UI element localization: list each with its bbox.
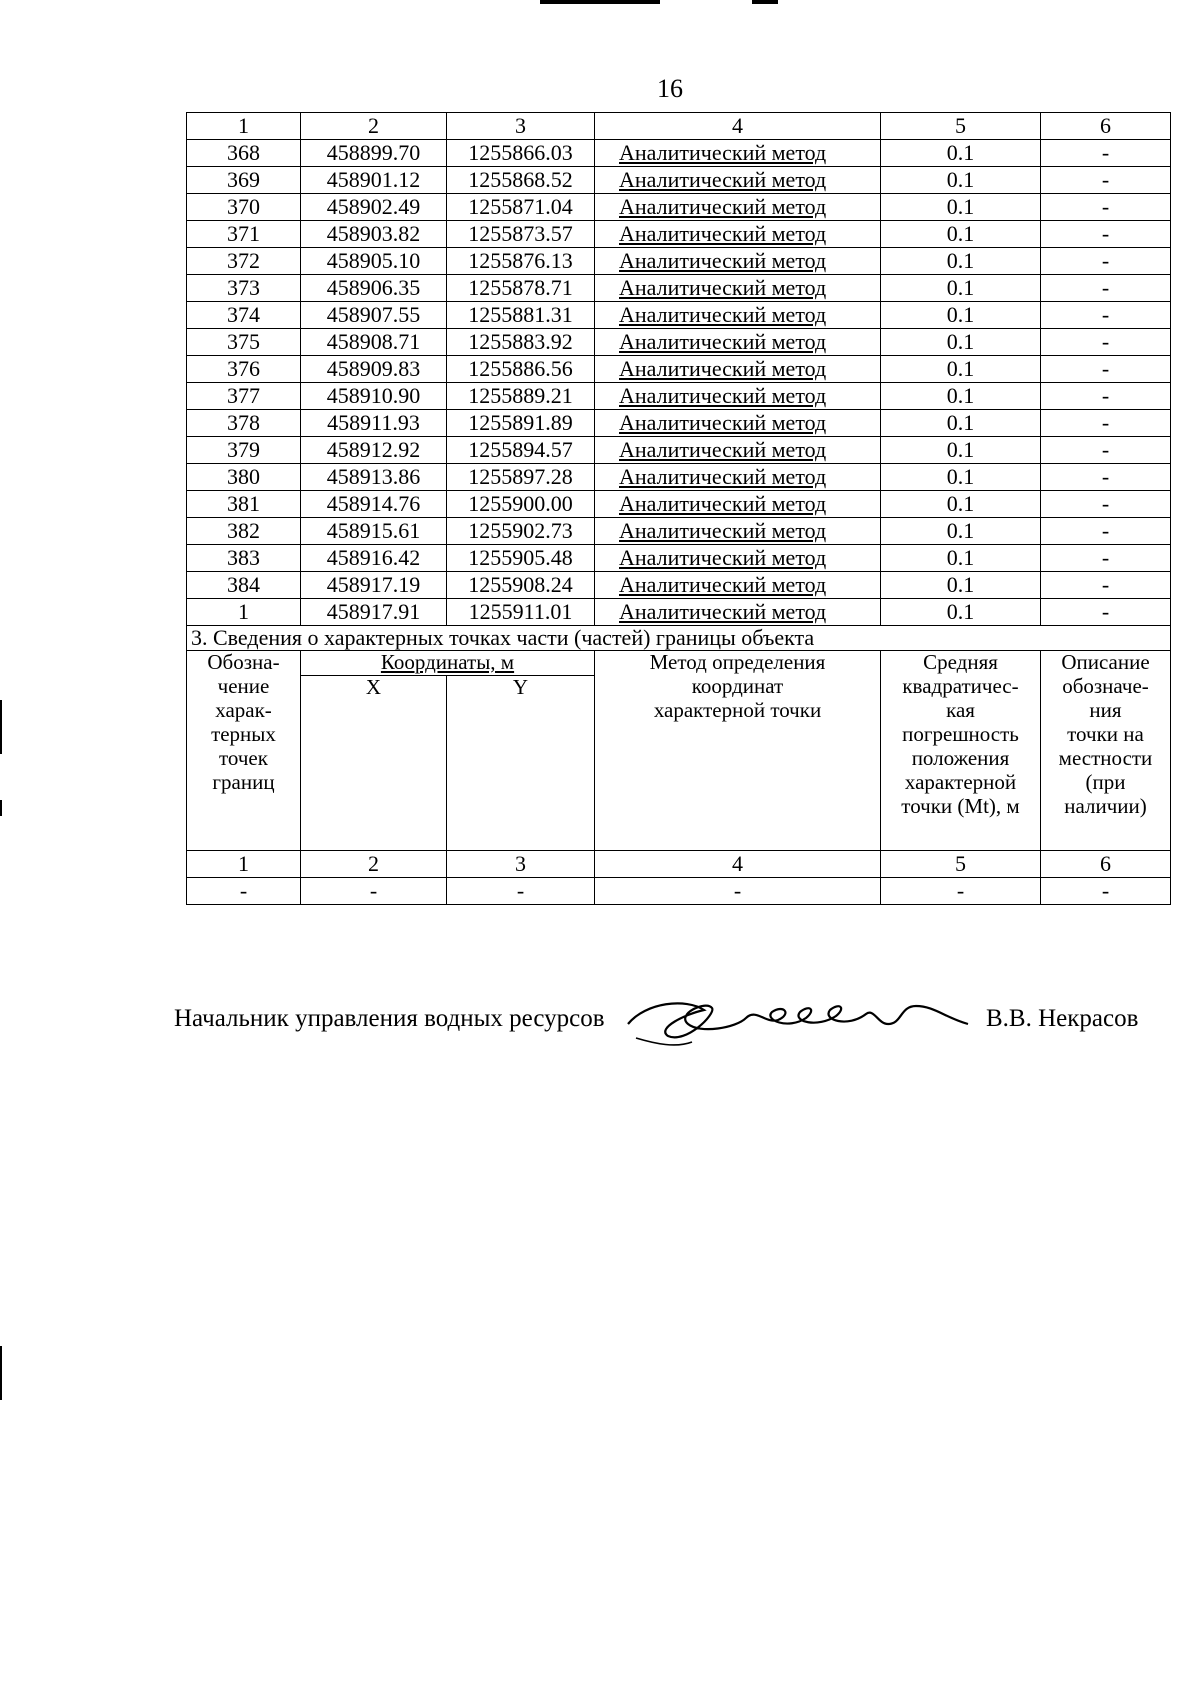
header-line: характерной точки: [653, 697, 822, 722]
point-number: 377: [187, 383, 301, 410]
header-line: погрешность: [902, 721, 1019, 746]
method: Аналитический метод: [595, 383, 881, 410]
header-line: чение: [217, 673, 270, 698]
method: Аналитический метод: [595, 275, 881, 302]
method: Аналитический метод: [595, 410, 881, 437]
method: Аналитический метод: [595, 140, 881, 167]
header-line: Описание: [1061, 650, 1150, 674]
description: -: [1041, 167, 1171, 194]
header-line: (при: [1085, 769, 1126, 794]
table-row: [187, 248, 1171, 275]
error-value: 0.1: [881, 599, 1041, 626]
column-number: 5: [881, 113, 1041, 140]
description: -: [1041, 572, 1171, 599]
error-value: 0.1: [881, 383, 1041, 410]
column-number: 2: [301, 850, 447, 877]
table-row: [187, 194, 1171, 221]
empty-cell: -: [881, 877, 1041, 904]
method: Аналитический метод: [595, 437, 881, 464]
table-row: [187, 599, 1171, 626]
header-line: квадратичес-: [902, 673, 1019, 698]
coord-x: 458899.70: [301, 140, 447, 167]
header-coordinates-label: Координаты, м: [380, 650, 515, 674]
header-x: X: [301, 675, 447, 850]
section-column-number-row: [187, 850, 1171, 877]
error-value: 0.1: [881, 356, 1041, 383]
table-row: [187, 329, 1171, 356]
method: Аналитический метод: [595, 356, 881, 383]
error-value: 0.1: [881, 302, 1041, 329]
header-line: точки на: [1067, 721, 1144, 746]
coord-x: 458911.93: [301, 410, 447, 437]
method: Аналитический метод: [595, 302, 881, 329]
error-value: 0.1: [881, 329, 1041, 356]
error-value: 0.1: [881, 221, 1041, 248]
empty-cell: -: [301, 877, 447, 904]
coord-x: 458901.12: [301, 167, 447, 194]
header-line: координат: [691, 673, 784, 698]
description: -: [1041, 140, 1171, 167]
description: -: [1041, 248, 1171, 275]
table-row: [187, 221, 1171, 248]
description: -: [1041, 599, 1171, 626]
description: -: [1041, 221, 1171, 248]
point-number: 368: [187, 140, 301, 167]
coord-y: 1255871.04: [447, 194, 595, 221]
table-row: [187, 518, 1171, 545]
empty-cell: -: [1041, 877, 1171, 904]
page-number: 16: [657, 74, 683, 103]
table-row: [187, 491, 1171, 518]
table-row: [187, 275, 1171, 302]
column-number: 4: [595, 850, 881, 877]
point-number: 373: [187, 275, 301, 302]
coord-x: 458902.49: [301, 194, 447, 221]
coord-x: 458916.42: [301, 545, 447, 572]
description: -: [1041, 545, 1171, 572]
header-line: характерной: [904, 769, 1017, 794]
coord-x: 458908.71: [301, 329, 447, 356]
table-row: [187, 437, 1171, 464]
header-line: границ: [212, 769, 275, 794]
table-row: [187, 464, 1171, 491]
point-number: 378: [187, 410, 301, 437]
scan-mark-left-edge: [0, 800, 2, 816]
description: -: [1041, 437, 1171, 464]
error-value: 0.1: [881, 491, 1041, 518]
method: Аналитический метод: [595, 194, 881, 221]
coord-x: 458905.10: [301, 248, 447, 275]
section-header-row: [187, 651, 1171, 676]
header-line: наличии): [1064, 793, 1147, 818]
point-number: 382: [187, 518, 301, 545]
header-line: харак-: [215, 697, 272, 722]
point-number: 383: [187, 545, 301, 572]
signer-name: В.В. Некрасов: [986, 1005, 1139, 1032]
description: -: [1041, 275, 1171, 302]
point-number: 379: [187, 437, 301, 464]
handwritten-signature: [616, 984, 976, 1054]
error-value: 0.1: [881, 545, 1041, 572]
method: Аналитический метод: [595, 599, 881, 626]
coord-y: 1255891.89: [447, 410, 595, 437]
header-line: терных: [211, 721, 276, 746]
coord-y: 1255878.71: [447, 275, 595, 302]
column-number: 4: [595, 113, 881, 140]
table-row: [187, 572, 1171, 599]
method: Аналитический метод: [595, 221, 881, 248]
point-number: 370: [187, 194, 301, 221]
description: -: [1041, 356, 1171, 383]
signer-position: Начальник управления водных ресурсов: [174, 1005, 605, 1032]
scan-mark-left-edge: [0, 700, 2, 754]
coord-y: 1255911.01: [447, 599, 595, 626]
header-method: [595, 651, 881, 851]
header-line: Обозна-: [207, 650, 280, 674]
header-y: Y: [447, 675, 595, 850]
point-number: 374: [187, 302, 301, 329]
description: -: [1041, 329, 1171, 356]
point-number: 369: [187, 167, 301, 194]
table-row: [187, 140, 1171, 167]
coord-y: 1255868.52: [447, 167, 595, 194]
error-value: 0.1: [881, 518, 1041, 545]
column-number: 3: [447, 113, 595, 140]
method: Аналитический метод: [595, 464, 881, 491]
description: -: [1041, 464, 1171, 491]
empty-cell: -: [447, 877, 595, 904]
coord-x: 458909.83: [301, 356, 447, 383]
coord-y: 1255902.73: [447, 518, 595, 545]
scan-mark-top-right: [752, 0, 778, 4]
error-value: 0.1: [881, 248, 1041, 275]
point-number: 380: [187, 464, 301, 491]
table-row: [187, 167, 1171, 194]
header-line: Средняя: [923, 650, 998, 674]
section-title-row: [187, 626, 1171, 651]
table-row: [187, 356, 1171, 383]
description: -: [1041, 302, 1171, 329]
description: -: [1041, 491, 1171, 518]
coord-x: 458917.91: [301, 599, 447, 626]
description: -: [1041, 518, 1171, 545]
coordinates-table: [186, 112, 1171, 905]
table-row: [187, 410, 1171, 437]
method: Аналитический метод: [595, 572, 881, 599]
coord-x: 458913.86: [301, 464, 447, 491]
coord-x: 458914.76: [301, 491, 447, 518]
header-coordinates: [301, 651, 595, 676]
point-number: 381: [187, 491, 301, 518]
header-line: Метод определения: [649, 650, 826, 674]
method: Аналитический метод: [595, 167, 881, 194]
header-line: местности: [1058, 745, 1153, 770]
coord-y: 1255889.21: [447, 383, 595, 410]
description: -: [1041, 194, 1171, 221]
coord-x: 458912.92: [301, 437, 447, 464]
error-value: 0.1: [881, 464, 1041, 491]
coord-x: 458915.61: [301, 518, 447, 545]
point-number: 371: [187, 221, 301, 248]
header-line: точки (Mt), м: [901, 793, 1020, 818]
error-value: 0.1: [881, 167, 1041, 194]
coord-y: 1255876.13: [447, 248, 595, 275]
section-3-title: 3. Сведения о характерных точках части (частей) границы объекта: [187, 626, 1171, 651]
error-value: 0.1: [881, 194, 1041, 221]
table-row: [187, 545, 1171, 572]
error-value: 0.1: [881, 572, 1041, 599]
description: -: [1041, 410, 1171, 437]
coord-y: 1255883.92: [447, 329, 595, 356]
column-number-row: [187, 113, 1171, 140]
coord-y: 1255894.57: [447, 437, 595, 464]
scan-mark-top-left: [540, 0, 660, 4]
column-number: 2: [301, 113, 447, 140]
coord-y: 1255886.56: [447, 356, 595, 383]
column-number: 6: [1041, 850, 1171, 877]
point-number: 375: [187, 329, 301, 356]
method: Аналитический метод: [595, 518, 881, 545]
coord-y: 1255881.31: [447, 302, 595, 329]
coord-x: 458917.19: [301, 572, 447, 599]
empty-cell: -: [187, 877, 301, 904]
column-number: 1: [187, 850, 301, 877]
column-number: 3: [447, 850, 595, 877]
header-designation: [187, 651, 301, 851]
coord-x: 458903.82: [301, 221, 447, 248]
column-number: 5: [881, 850, 1041, 877]
empty-cell: -: [595, 877, 881, 904]
error-value: 0.1: [881, 275, 1041, 302]
coord-y: 1255866.03: [447, 140, 595, 167]
coord-x: 458906.35: [301, 275, 447, 302]
error-value: 0.1: [881, 410, 1041, 437]
header-line: обозначе-: [1062, 673, 1149, 698]
header-line: ния: [1089, 697, 1122, 722]
point-number: 1: [187, 599, 301, 626]
header-line: положения: [911, 745, 1010, 770]
column-number: 6: [1041, 113, 1171, 140]
section-empty-row: [187, 877, 1171, 904]
column-number: 1: [187, 113, 301, 140]
coord-y: 1255908.24: [447, 572, 595, 599]
scan-mark-left-edge: [0, 1346, 2, 1400]
header-mean-square-error: [881, 651, 1041, 851]
header-line: кая: [946, 697, 975, 722]
header-line: точек: [219, 745, 268, 770]
coord-x: 458907.55: [301, 302, 447, 329]
table-row: [187, 302, 1171, 329]
method: Аналитический метод: [595, 248, 881, 275]
point-number: 376: [187, 356, 301, 383]
coord-x: 458910.90: [301, 383, 447, 410]
method: Аналитический метод: [595, 545, 881, 572]
description: -: [1041, 383, 1171, 410]
method: Аналитический метод: [595, 491, 881, 518]
header-description: [1041, 651, 1171, 851]
coord-y: 1255873.57: [447, 221, 595, 248]
method: Аналитический метод: [595, 329, 881, 356]
coord-y: 1255897.28: [447, 464, 595, 491]
point-number: 384: [187, 572, 301, 599]
error-value: 0.1: [881, 437, 1041, 464]
coord-y: 1255900.00: [447, 491, 595, 518]
point-number: 372: [187, 248, 301, 275]
error-value: 0.1: [881, 140, 1041, 167]
coord-y: 1255905.48: [447, 545, 595, 572]
table-row: [187, 383, 1171, 410]
